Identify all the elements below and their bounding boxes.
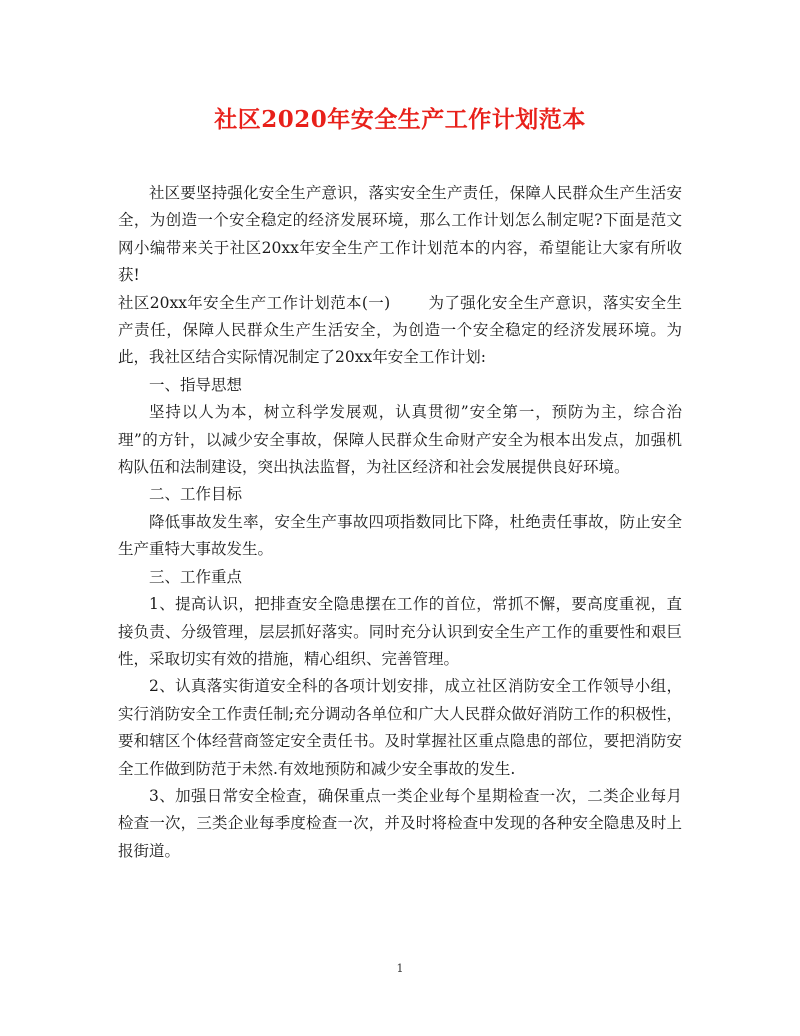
intro-paragraph: 社区要坚持强化安全生产意识，落实安全生产责任，保障人民群众生产生活安全，为创造一个安全稳定的经济发展环境，那么工作计划怎么制定呢?下面是范文网小编带来关于社区20xx年安全生产工作计划范本的内容，希望能让大家有所收获! <box>118 184 682 285</box>
paragraph-focus-1: 1、提高认识，把排查安全隐患摆在工作的首位，常抓不懈，要高度重视，直接负责、分级管理，层层抓好落实。同时充分认识到安全生产工作的重要性和艰巨性，采取切实有效的措施，精心组织、完善管理。 <box>118 595 682 668</box>
paragraph-focus-3: 3、加强日常安全检查，确保重点一类企业每个星期检查一次，二类企业每月检查一次，三类企业每季度检查一次，并及时将检查中发现的各种安全隐患及时上报街道。 <box>118 786 682 860</box>
section-paragraph-1-text: 为了强化安全生产意识，落实安全生产责任，保障人民群众生产生活安全，为创造一个安全稳定的经济发展环境。为此，我社区结合实际情况制定了20xx年安全工作计划: <box>118 293 682 367</box>
heading-work-goals: 二、工作目标 <box>149 485 243 504</box>
paragraph-guiding-ideology: 坚持以人为本，树立科学发展观，认真贯彻”安全第一，预防为主，综合治理”的方针，以减少安全事故，保障人民群众生命财产安全为根本出发点，加强机构队伍和法制建设，突出执法监督，为社区经济和社会发展提供良好环境。 <box>118 403 682 477</box>
paragraph-work-goals: 降低事故发生率，安全生产事故四项指数同比下降，杜绝责任事故，防止安全生产重特大事故发生。 <box>118 512 682 559</box>
document-title: 社区2020年安全生产工作计划范本 <box>214 106 586 133</box>
document-body <box>118 180 682 865</box>
paragraph-focus-2: 2、认真落实街道安全科的各项计划安排，成立社区消防安全工作领导小组，实行消防安全工作责任制;充分调动各单位和广大人民群众做好消防工作的积极性，要和辖区个体经营商签定安全责任书。及时掌握社区重点隐患的部位，要把消防安全工作做到防范于未然.有效地预防和减少安全事故的发生. <box>118 677 682 778</box>
section-heading-1: 社区20xx年安全生产工作计划范本(一) <box>118 293 391 312</box>
heading-work-focus: 三、工作重点 <box>149 567 243 586</box>
page-number: 1 <box>396 962 404 975</box>
heading-guiding-ideology: 一、指导思想 <box>149 375 243 394</box>
section-paragraph-1 <box>118 290 682 372</box>
document-page <box>118 102 682 865</box>
